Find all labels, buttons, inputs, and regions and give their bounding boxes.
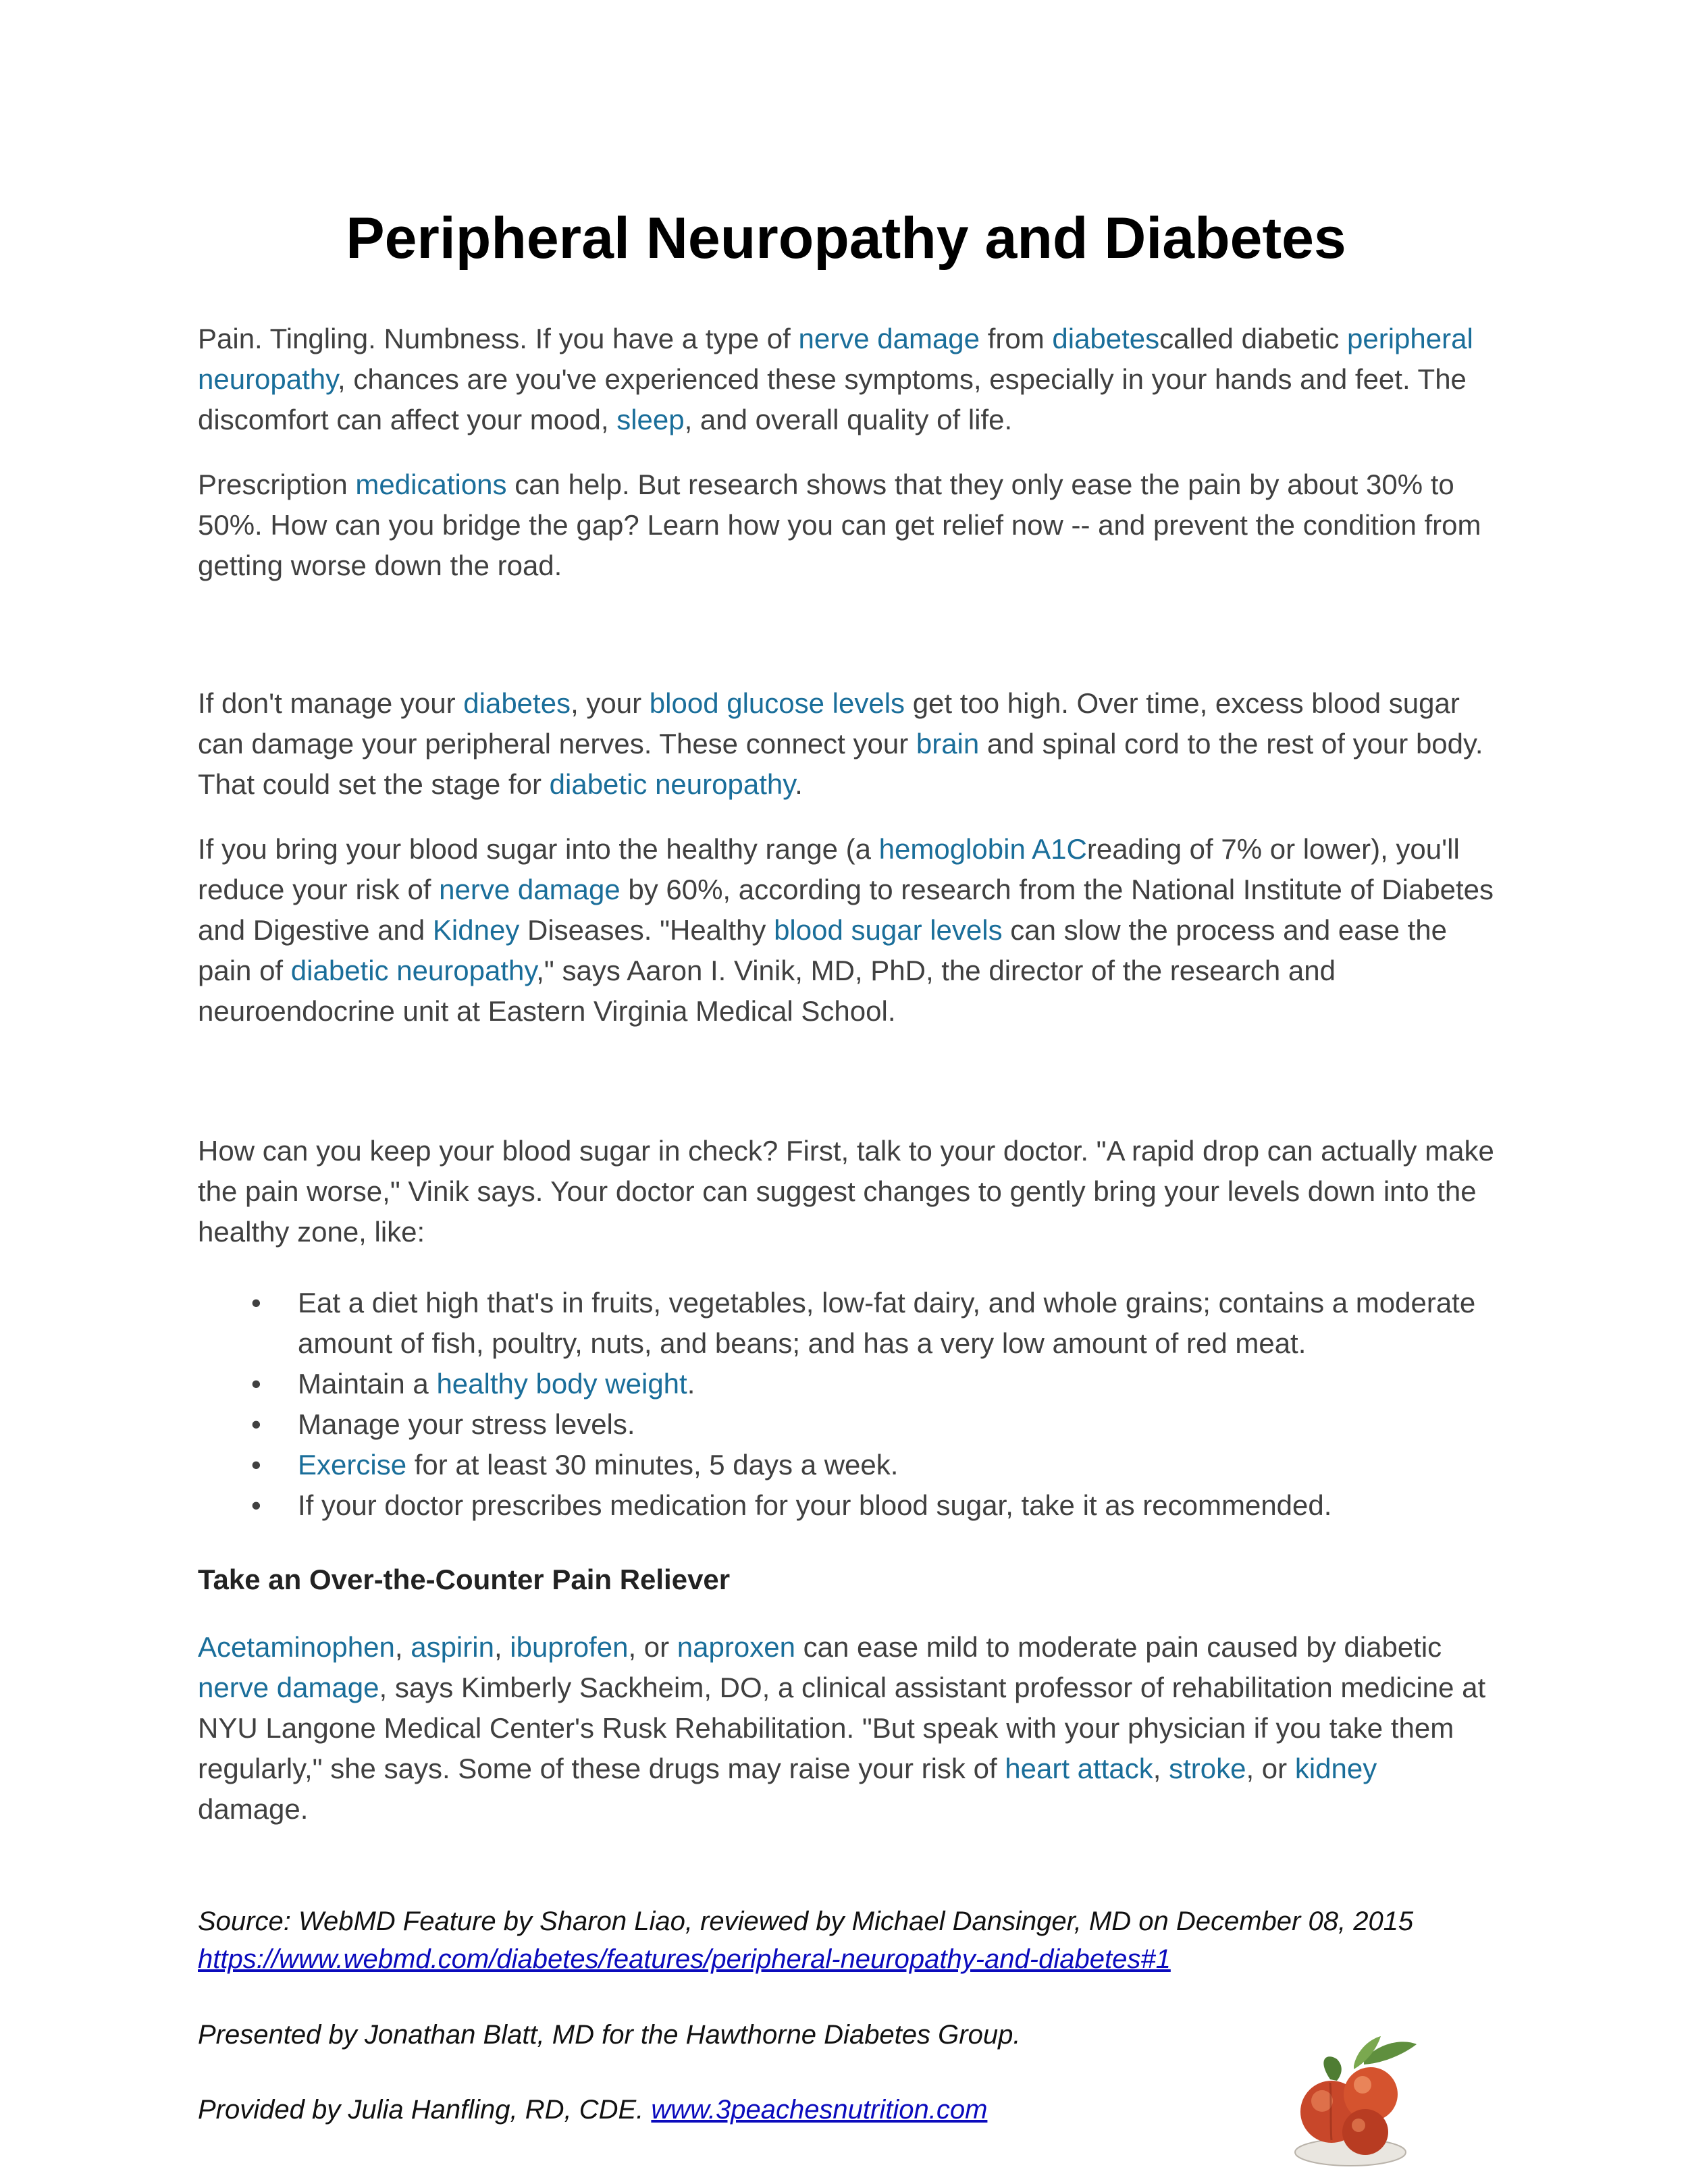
presented-by: Presented by Jonathan Blatt, MD for the Hawthorne Diabetes Group.: [198, 2020, 1021, 2050]
link-acetaminophen[interactable]: Acetaminophen: [198, 1631, 395, 1663]
bullet-icon: •: [251, 1287, 261, 1319]
link-diabetes[interactable]: diabetes: [1052, 323, 1160, 354]
link-stroke[interactable]: stroke: [1169, 1753, 1246, 1784]
list-item: • Eat a diet high that's in fruits, vegetables, low-fat dairy, and whole grains; contains a moderate amount of fish, poultry, nuts, and beans; and has a very low amount of red meat.: [198, 1283, 1494, 1364]
list-item: • Exercise for at least 30 minutes, 5 days a week.: [198, 1445, 1494, 1485]
page-title: Peripheral Neuropathy and Diabetes: [346, 206, 1346, 271]
a1c-paragraph: If you bring your blood sugar into the healthy range (a hemoglobin A1Creading of 7% or lower), you'll reduce your risk of nerve damage by 60%, according to research from the National Institute of Diabetes and Digestive and Kidney Diseases. "Healthy blood sugar levels can slow the process and ease the pain of diabetic neuropathy," says Aaron I. Vinik, MD, PhD, the director of the research and neuroendocrine unit at Eastern Virginia Medical School.: [198, 833, 1494, 1027]
list-item: • If your doctor prescribes medication for your blood sugar, take it as recommended.: [198, 1485, 1494, 1526]
link-kidney[interactable]: Kidney: [432, 914, 520, 946]
section-heading: Take an Over-the-Counter Pain Reliever: [198, 1564, 731, 1595]
bullet-icon: •: [251, 1408, 261, 1440]
peaches-logo-icon: [1290, 2032, 1418, 2167]
medications-paragraph: Prescription medications can help. But research shows that they only ease the pain by about 30% to 50%. How can you bridge the gap? Learn how you can get relief now -- and prevent the condition from getting worse down the road.: [198, 469, 1481, 581]
intro-paragraph: Pain. Tingling. Numbness. If you have a type of nerve damage from diabetescalled diabetic peripheral neuropathy, chances are you've experienced these symptoms, especially in your hands and feet. The discomfort can affect your mood, sleep, and overall quality of life.: [198, 323, 1473, 435]
tips-list: [198, 1283, 1494, 1526]
link-peripheral-neuropathy[interactable]: peripheral neuropathy: [198, 323, 1473, 395]
link-diabetic-neuropathy-2[interactable]: diabetic neuropathy: [290, 955, 537, 986]
list-item: • Maintain a healthy body weight.: [198, 1364, 1494, 1404]
nutrition-site-link[interactable]: www.3peachesnutrition.com: [651, 2095, 988, 2125]
bullet-icon: •: [251, 1489, 261, 1521]
link-sleep[interactable]: sleep: [616, 404, 685, 435]
link-naproxen[interactable]: naproxen: [677, 1631, 795, 1663]
link-heart-attack[interactable]: heart attack: [1005, 1753, 1153, 1784]
bullet-icon: •: [251, 1368, 261, 1400]
source-line: Source: WebMD Feature by Sharon Liao, reviewed by Michael Dansinger, MD on December 08, 2015 https://www.webmd.com/diabetes/features/peripheral-neuropathy-and-diabetes#1: [198, 1907, 1414, 1974]
link-exercise[interactable]: Exercise: [298, 1449, 407, 1481]
list-item: • Manage your stress levels.: [198, 1404, 1494, 1445]
link-blood-glucose-levels[interactable]: blood glucose levels: [649, 687, 905, 719]
link-diabetes-2[interactable]: diabetes: [463, 687, 571, 719]
link-ibuprofen[interactable]: ibuprofen: [510, 1631, 629, 1663]
link-medications[interactable]: medications: [355, 469, 507, 500]
link-nerve-damage[interactable]: nerve damage: [798, 323, 980, 354]
glucose-paragraph: If don't manage your diabetes, your blood glucose levels get too high. Over time, excess blood sugar can damage your peripheral nerves. These connect your brain and spinal cord to the rest of your body. That could set the stage for diabetic neuropathy.: [198, 687, 1483, 800]
link-nerve-damage-2[interactable]: nerve damage: [439, 874, 621, 905]
bullet-icon: •: [251, 1449, 261, 1481]
otc-paragraph: Acetaminophen, aspirin, ibuprofen, or naproxen can ease mild to moderate pain caused by diabetic nerve damage, says Kimberly Sackheim, DO, a clinical assistant professor of rehabilitation medicine at NYU Langone Medical Center's Rusk Rehabilitation. "But speak with your physician if you take them regularly," she says. Some of these drugs may raise your risk of heart attack, stroke, or kidney damage.: [198, 1631, 1486, 1825]
link-blood-sugar-levels[interactable]: blood sugar levels: [774, 914, 1003, 946]
link-nerve-damage-3[interactable]: nerve damage: [198, 1672, 379, 1703]
link-aspirin[interactable]: aspirin: [411, 1631, 494, 1663]
link-brain[interactable]: brain: [916, 728, 980, 760]
link-hemoglobin-a1c[interactable]: hemoglobin A1C: [878, 833, 1087, 865]
check-paragraph: How can you keep your blood sugar in check? First, talk to your doctor. "A rapid drop can actually make the pain worse," Vinik says. Your doctor can suggest changes to gently bring your levels down into the healthy zone, like:: [198, 1135, 1494, 1248]
source-url-link[interactable]: https://www.webmd.com/diabetes/features/peripheral-neuropathy-and-diabetes#1: [198, 1944, 1171, 1974]
link-healthy-body-weight[interactable]: healthy body weight: [436, 1368, 687, 1400]
provided-by: Provided by Julia Hanfling, RD, CDE. www.3peachesnutrition.com: [198, 2095, 988, 2125]
link-kidney-2[interactable]: kidney: [1294, 1753, 1377, 1784]
link-diabetic-neuropathy[interactable]: diabetic neuropathy: [549, 768, 795, 800]
